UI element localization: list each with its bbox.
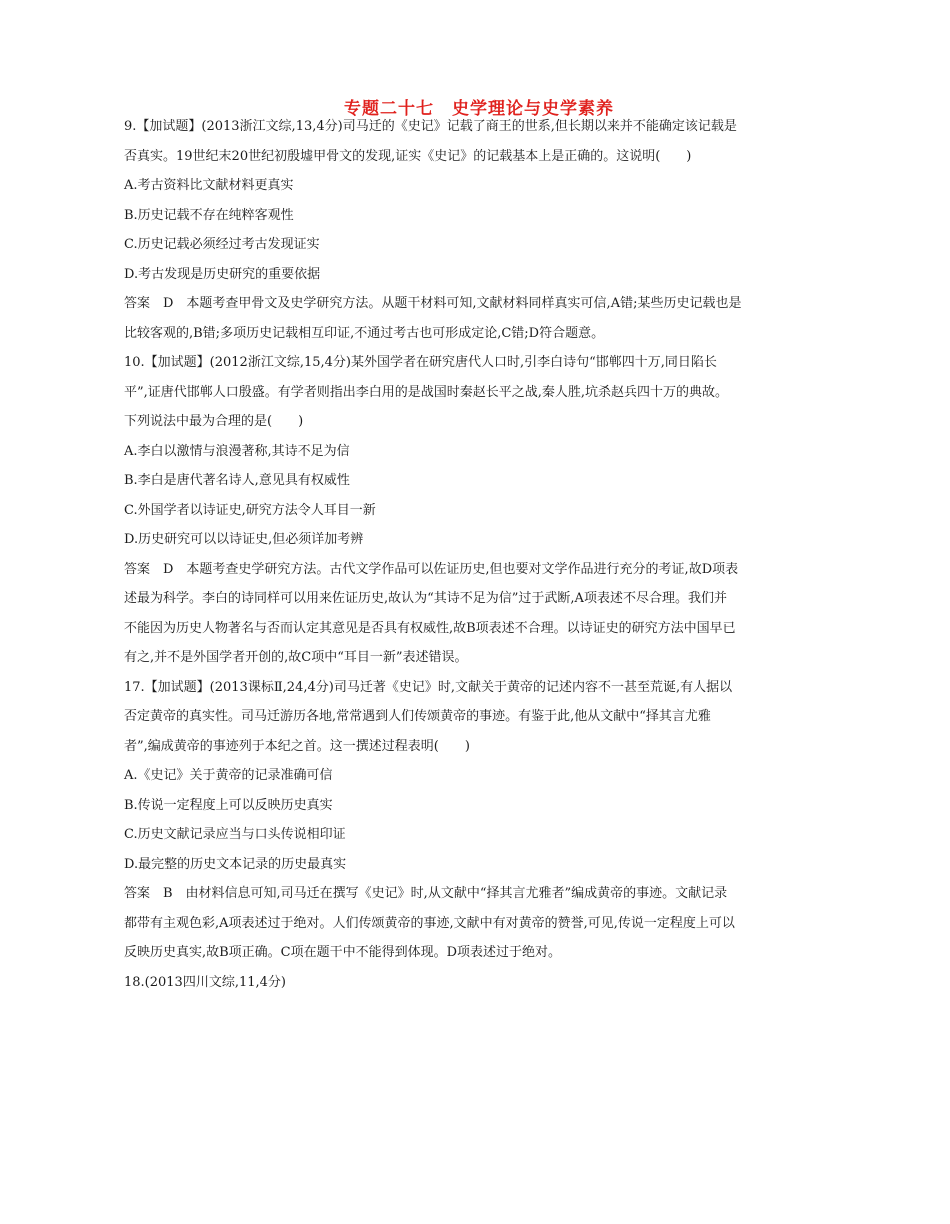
question-10-option-c: C.外国学者以诗证史,研究方法令人耳目一新 [124,502,376,518]
question-17-option-d: D.最完整的历史文本记录的历史最真实 [124,856,347,872]
question-9-option-a: A.考古资料比文献材料更真实 [124,178,294,193]
question-9-option-b: B.历史记载不存在纯粹客观性 [124,207,294,223]
question-10-answer-line-4: 有之,并不是外国学者开创的,故C项中“耳目一新”表述错误。 [124,650,468,665]
question-17-option-b: B.传说一定程度上可以反映历史真实 [124,797,333,813]
question-17-line-1: 17.【加试题】(2013课标Ⅱ,24,4分)司马迁著《史记》时,文献关于黄帝的记述内容不一甚至荒诞,有人据以 [124,679,733,695]
question-10-line-1: 10.【加试题】(2012浙江文综,15,4分)某外国学者在研究唐代人口时,引李白诗句“邯郸四十万,同日陷长 [124,355,717,370]
question-18 [124,974,834,992]
question-9-line-2: 否真实。19世纪末20世纪初殷墟甲骨文的发现,证实《史记》的记载基本上是正确的。这说明( ) [124,148,692,164]
question-9-line-1: 9.【加试题】(2013浙江文综,13,4分)司马迁的《史记》记载了商王的世系,但长期以来并不能确定该记载是 [124,119,737,134]
question-17-line-2: 否定黄帝的真实性。司马迁游历各地,常常遇到人们传颂黄帝的事迹。有鉴于此,他从文献中“择其言尤雅 [124,709,711,724]
page-title: 专题二十七 史学理论与史学素养 [344,99,614,119]
question-17-answer-line-3: 反映历史真实,故B项正确。C项在题干中不能得到体现。D项表述过于绝对。 [124,945,562,960]
document-page [124,98,834,1003]
question-9-answer-line-2: 比较客观的,B错;多项历史记载相互印证,不通过考古也可形成定论,C错;D符合题意。 [124,325,605,341]
question-9 [124,118,834,343]
question-9-answer-line-1: 答案 D 本题考查甲骨文及史学研究方法。从题干材料可知,文献材料同样真实可信,A错;某些历史记载也是 [124,296,742,311]
question-17-answer-line-2: 都带有主观色彩,A项表述过于绝对。人们传颂黄帝的事迹,文献中有对黄帝的赞誉,可见,传说一定程度上可以 [124,915,735,931]
question-10-line-3: 下列说法中最为合理的是( ) [124,414,304,429]
question-10-answer-line-2: 述最为科学。李白的诗同样可以用来佐证历史,故认为“其诗不足为信”过于武断,A项表述不尽合理。我们并 [124,591,727,606]
question-10-option-b: B.李白是唐代著名诗人,意见具有权威性 [124,473,350,488]
question-10-option-a: A.李白以激情与浪漫著称,其诗不足为信 [124,443,350,459]
question-10 [124,354,834,667]
question-17-line-3: 者”,编成黄帝的事迹列于本纪之首。这一撰述过程表明( ) [124,738,470,754]
question-17-option-a: A.《史记》关于黄帝的记录准确可信 [124,768,333,783]
question-17 [124,679,834,963]
question-10-answer-line-1: 答案 D 本题考查史学研究方法。古代文学作品可以佐证历史,但也要对文学作品进行充分的考证,故D项表 [124,561,739,577]
question-10-line-2: 平”,证唐代邯郸人口殷盛。有学者则指出李白用的是战国时秦赵长平之战,秦人胜,坑杀赵兵四十万的典故。 [124,384,729,400]
question-17-answer-line-1: 答案 B 由材料信息可知,司马迁在撰写《史记》时,从文献中“择其言尤雅者”编成黄帝的事迹。文献记录 [124,886,728,901]
question-18-line-1: 18.(2013四川文综,11,4分) [124,974,286,990]
question-10-answer-line-3: 不能因为历史人物著名与否而认定其意见是否具有权威性,故B项表述不合理。以诗证史的研究方法中国早已 [124,620,736,636]
question-9-option-d: D.考古发现是历史研究的重要依据 [124,266,321,282]
question-10-option-d: D.历史研究可以以诗证史,但必须详加考辨 [124,532,364,547]
question-17-option-c: C.历史文献记录应当与口头传说相印证 [124,827,346,842]
question-9-option-c: C.历史记载必须经过考古发现证实 [124,237,320,252]
